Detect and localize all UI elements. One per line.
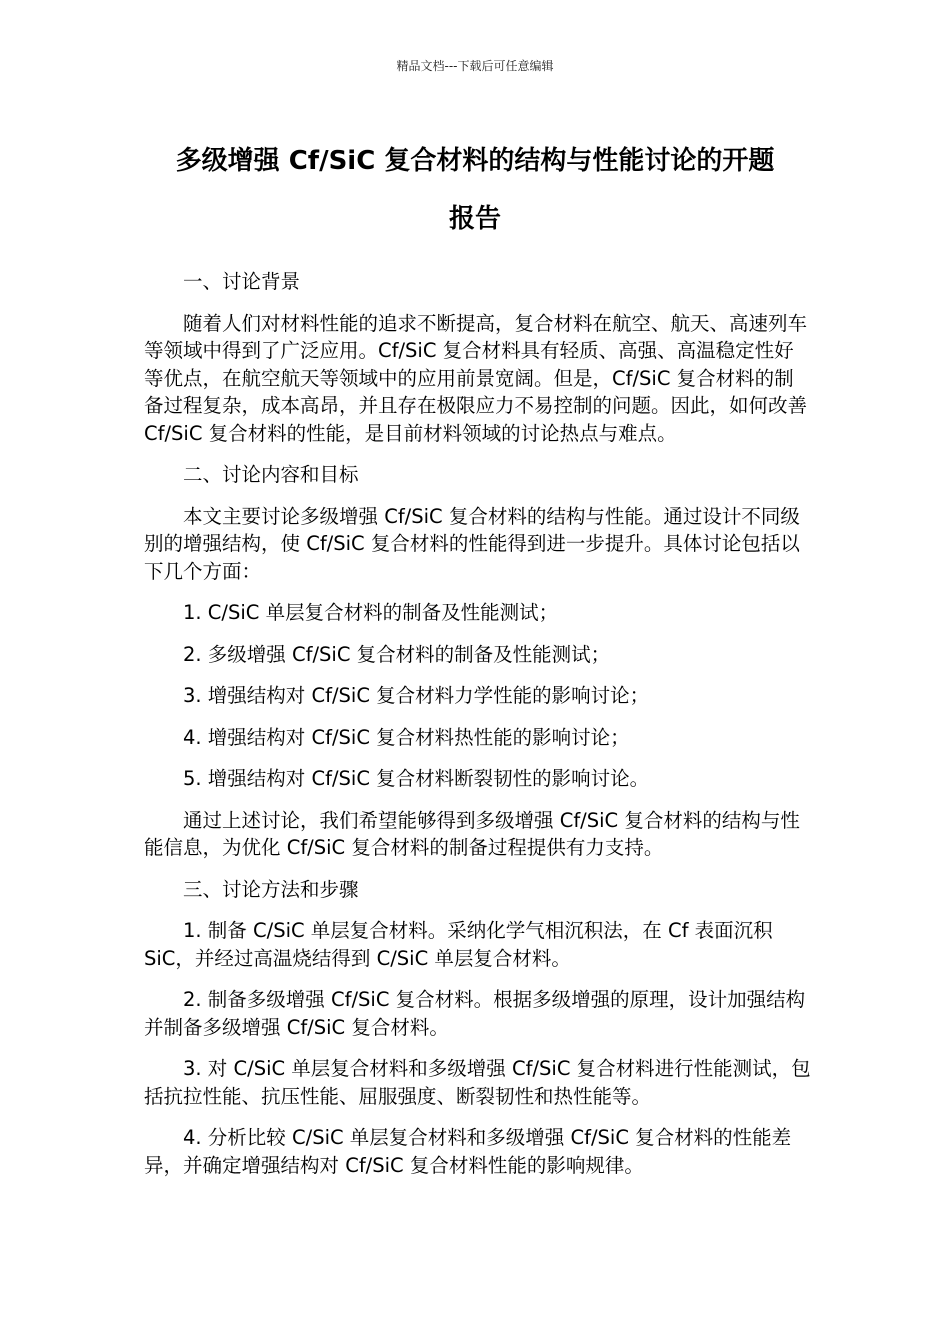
method-step: 3. 对 C/SiC 单层复合材料和多级增强 Cf/SiC 复合材料进行性能测试，包括抗拉性能、抗压性能、屈服强度、断裂韧性和热性能等。 [144, 1057, 811, 1108]
section-heading-background: 一、讨论背景 [183, 270, 301, 293]
background-paragraph: 随着人们对材料性能的追求不断提高，复合材料在航空、航天、高速列车等领域中得到了广泛应用。Cf/SiC 复合材料具有轻质、高强、高温稳定性好等优点，在航空航天等领域中的应用前景宽阔。但是，Cf/SiC 复合材料的制备过程复杂，成本高昂，并且存在极限应力不易控制的问题。因此，如何改善 Cf/SiC 复合材料的性能，是目前材料领域的讨论热点与难点。 [144, 311, 808, 445]
section-heading-content-goals: 二、讨论内容和目标 [183, 463, 359, 486]
document-title [140, 132, 810, 248]
section-heading-methods: 三、讨论方法和步骤 [183, 877, 359, 901]
document-body [144, 268, 812, 1193]
method-step: 1. 制备 C/SiC 单层复合材料。采纳化学气相沉积法，在 Cf 表面沉积 SiC，并经过高温烧结得到 C/SiC 单层复合材料。 [144, 919, 773, 970]
method-step: 2. 制备多级增强 Cf/SiC 复合材料。根据多级增强的原理，设计加强结构并制备多级增强 Cf/SiC 复合材料。 [144, 988, 806, 1039]
document-title-line-2: 报告 [448, 204, 501, 234]
content-list-item: 1. C/SiC 单层复合材料的制备及性能测试； [183, 601, 559, 624]
method-step: 4. 分析比较 C/SiC 单层复合材料和多级增强 Cf/SiC 复合材料的性能差异，并确定增强结构对 Cf/SiC 复合材料性能的影响规律。 [144, 1126, 792, 1177]
content-list-item: 3. 增强结构对 Cf/SiC 复合材料力学性能的影响讨论； [183, 684, 650, 707]
content-list-item: 2. 多级增强 Cf/SiC 复合材料的制备及性能测试； [183, 642, 611, 666]
content-conclusion-paragraph: 通过上述讨论，我们希望能够得到多级增强 Cf/SiC 复合材料的结构与性能信息，为优化 Cf/SiC 复合材料的制备过程提供有力支持。 [144, 808, 800, 859]
content-list-item: 4. 增强结构对 Cf/SiC 复合材料热性能的影响讨论； [183, 725, 630, 749]
content-intro-paragraph: 本文主要讨论多级增强 Cf/SiC 复合材料的结构与性能。通过设计不同级别的增强结构，使 Cf/SiC 复合材料的性能得到进一步提升。具体讨论包括以下几个方面： [144, 504, 800, 583]
document-title-line-1: 多级增强 Cf/SiC 复合材料的结构与性能讨论的开题 [175, 146, 775, 176]
header-note: 精品文档---下载后可任意编辑 [396, 59, 554, 73]
content-list-item: 5. 增强结构对 Cf/SiC 复合材料断裂韧性的影响讨论。 [183, 767, 650, 790]
